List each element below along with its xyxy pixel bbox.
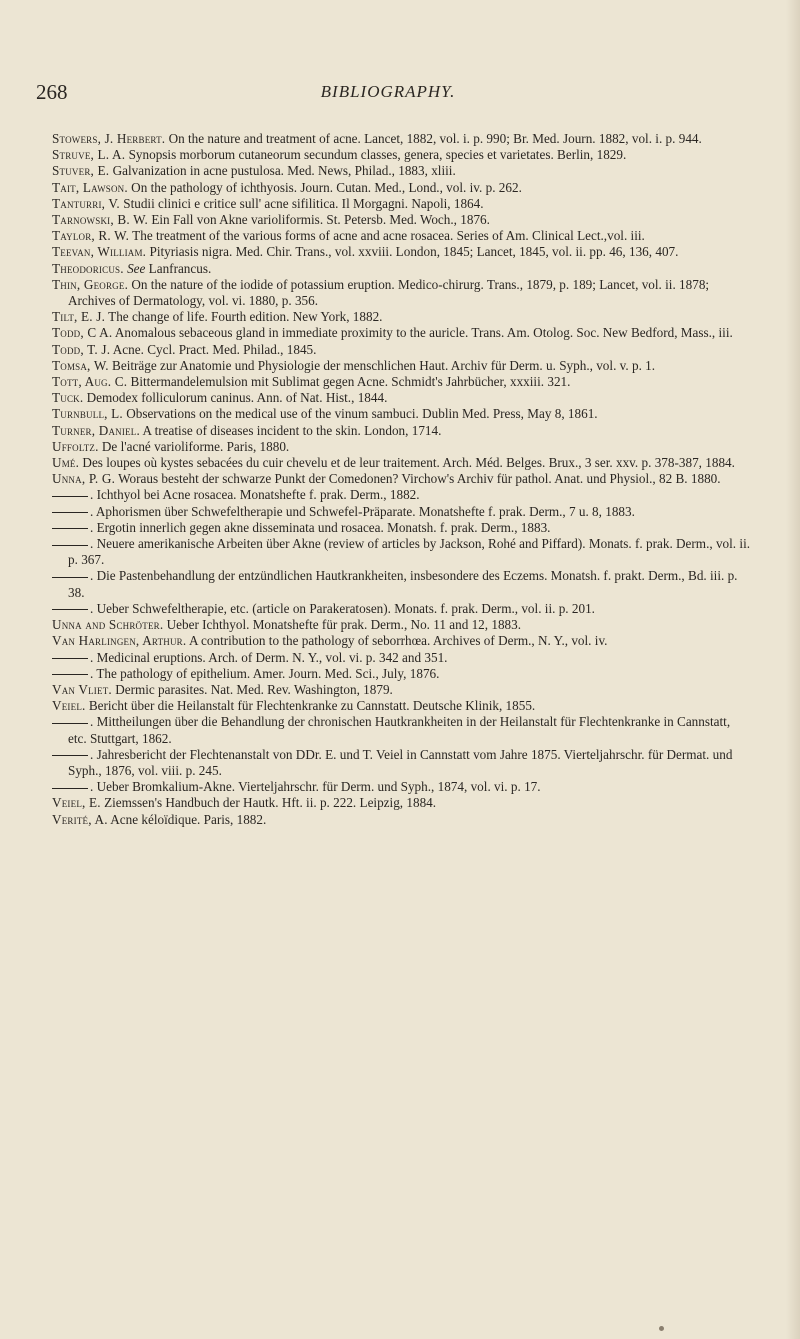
bibliography-entry bbox=[52, 390, 752, 406]
bibliography-entry bbox=[52, 163, 752, 179]
bibliography-entry bbox=[52, 358, 752, 374]
entry-author: Veiel. bbox=[52, 698, 86, 714]
entry-text: . Ueber Schwefeltherapie, etc. (article on Parakeratosen). Monats. f. prak. Derm., vol. ii. p. 201. bbox=[90, 600, 595, 616]
entry-text: . Ergotin innerlich gegen akne disseminata und rosacea. Monatsh. f. prak. Derm., 1883. bbox=[90, 519, 551, 535]
ditto-dash bbox=[52, 528, 88, 529]
page-number: 268 bbox=[36, 80, 68, 104]
bibliography-entry bbox=[52, 471, 752, 487]
entry-text: Beiträge zur Anatomie und Physiologie der menschlichen Haut. Archiv für Derm. u. Syph., vol. v. p. 1. bbox=[108, 357, 656, 373]
entry-author: Van Vliet. bbox=[52, 681, 112, 697]
entry-author: Umé. bbox=[52, 455, 80, 471]
entry-author: Verité, A. bbox=[52, 811, 108, 827]
bibliography-entry bbox=[52, 520, 752, 536]
bibliography-entry bbox=[52, 439, 752, 455]
ditto-dash bbox=[52, 577, 88, 578]
entry-text: Bittermandelemulsion mit Sublimat gegen Acne. Schmidt's Jahrbücher, xxxiii. 321. bbox=[127, 374, 571, 390]
bibliography-entry bbox=[52, 455, 752, 471]
entry-text: The treatment of the various forms of acne and acne rosacea. Series of Am. Clinical Lect.,vol. iii. bbox=[129, 228, 645, 244]
bibliography-entry bbox=[52, 536, 752, 568]
entry-author: Unna, P. G. bbox=[52, 471, 116, 487]
ditto-dash bbox=[52, 723, 88, 724]
entry-author: Tait, Lawson. bbox=[52, 179, 128, 195]
bibliography-entry bbox=[52, 228, 752, 244]
bibliography-entry bbox=[52, 504, 752, 520]
ditto-dash bbox=[52, 609, 88, 610]
entry-text: . Neuere amerikanische Arbeiten über Akne (review of articles by Jackson, Rohé and Piffard). Monats. f. prak. Derm., vol. ii. p. 367. bbox=[68, 536, 751, 568]
ditto-dash bbox=[52, 755, 88, 756]
entry-text: Anomalous sebaceous gland in immediate proximity to the auricle. Trans. Am. Otolog. Soc. New Bedford, Mass., iii. bbox=[112, 325, 733, 341]
bibliography-entry bbox=[52, 406, 752, 422]
entry-text: Pityriasis nigra. Med. Chir. Trans., vol. xxviii. London, 1845; Lancet, 1845, vol. ii. pp. 46, 136, 407. bbox=[146, 244, 679, 260]
entry-text: . Medicinal eruptions. Arch. of Derm. N. Y., vol. vi. p. 342 and 351. bbox=[90, 649, 448, 665]
entry-text: Acne kéloïdique. Paris, 1882. bbox=[107, 811, 267, 827]
entry-text: Observations on the medical use of the vinum sambuci. Dublin Med. Press, May 8, 1861. bbox=[122, 406, 598, 422]
entry-text: . The pathology of epithelium. Amer. Journ. Med. Sci., July, 1876. bbox=[90, 665, 440, 681]
entry-author: Struve, L. A. bbox=[52, 147, 126, 163]
bibliography-entry bbox=[52, 261, 752, 277]
entry-text: Galvanization in acne pustulosa. Med. News, Philad., 1883, xliii. bbox=[109, 163, 456, 179]
bibliography-entry bbox=[52, 277, 752, 309]
entry-text: Ein Fall von Akne varioliformis. St. Petersb. Med. Woch., 1876. bbox=[148, 212, 490, 228]
entry-text: . Mittheilungen über die Behandlung der chronischen Hautkrankheiten in der Heilanstalt für Flechtenkranke in Cannstatt, etc. Stuttgart, 1862. bbox=[68, 714, 731, 746]
ditto-dash bbox=[52, 496, 88, 497]
bibliography-entry bbox=[52, 682, 752, 698]
entry-text: Bericht über die Heilanstalt für Flechtenkranke zu Cannstatt. Deutsche Klinik, 1855. bbox=[85, 698, 536, 714]
ditto-dash bbox=[52, 788, 88, 789]
bibliography-entry bbox=[52, 812, 752, 828]
entry-text: . Aphorismen über Schwefeltherapie und Schwefel-Präparate. Monatshefte f. prak. Derm., 7 u. 8, 1883. bbox=[90, 503, 635, 519]
entry-author: Tuck. bbox=[52, 390, 84, 406]
bibliography-entry bbox=[52, 568, 752, 600]
entry-author: Tarnowski, B. W. bbox=[52, 212, 149, 228]
entry-author: Tilt, E. J. bbox=[52, 309, 106, 325]
bibliography-entry bbox=[52, 747, 752, 779]
running-title: BIBLIOGRAPHY. bbox=[320, 82, 456, 101]
entry-text: A contribution to the pathology of seborrhœa. Archives of Derm., N. Y., vol. iv. bbox=[186, 633, 608, 649]
entry-author: Stowers, J. Herbert. bbox=[52, 131, 166, 146]
entry-author: Tomsa, W. bbox=[52, 357, 109, 373]
entry-text: Studii clinici e critice sull' acne sifilitica. Il Morgagni. Napoli, 1864. bbox=[119, 195, 484, 211]
entry-text: A treatise of diseases incident to the skin. London, 1714. bbox=[139, 422, 442, 438]
entry-text: . Jahresbericht der Flechtenanstalt von DDr. E. und T. Veiel in Cannstatt vom Jahre 1875. Vierteljahrschr. für Dermat. und Syph., 1876, vol. viii. p. 245. bbox=[68, 746, 733, 778]
bibliography-entry bbox=[52, 342, 752, 358]
bibliography-entry bbox=[52, 180, 752, 196]
bibliography-entry bbox=[52, 601, 752, 617]
ditto-dash bbox=[52, 658, 88, 659]
bibliography-entry bbox=[52, 633, 752, 649]
bibliography-entry bbox=[52, 325, 752, 341]
bibliography-entry bbox=[52, 666, 752, 682]
entry-text: De l'acné varioliforme. Paris, 1880. bbox=[98, 438, 290, 454]
entry-text: The change of life. Fourth edition. New York, 1882. bbox=[105, 309, 383, 325]
bibliography-entry bbox=[52, 131, 752, 147]
entry-text: Woraus besteht der schwarze Punkt der Comedonen? Virchow's Archiv für pathol. Anat. und Physiol., 82 B. 1880. bbox=[115, 471, 721, 487]
entry-text: . Die Pastenbehandlung der entzündlichen Hautkrankheiten, insbesondere des Eczems. Monatsh. f. prakt. Derm., Bd. iii. p. 38. bbox=[68, 568, 738, 600]
entry-author: Todd, C A. bbox=[52, 325, 113, 341]
page-header bbox=[36, 80, 740, 110]
bibliography-entry bbox=[52, 244, 752, 260]
entry-text: . Ichthyol bei Acne rosacea. Monatshefte f. prak. Derm., 1882. bbox=[90, 487, 420, 503]
entry-author: Tanturri, V. bbox=[52, 195, 120, 211]
entry-author: Todd, T. J. bbox=[52, 341, 111, 357]
entry-text: On the pathology of ichthyosis. Journ. Cutan. Med., Lond., vol. iv. p. 262. bbox=[127, 179, 522, 195]
entry-author: Thin, George. bbox=[52, 276, 129, 292]
bibliography-entry bbox=[52, 779, 752, 795]
entry-author: Tott, Aug. C. bbox=[52, 374, 128, 390]
entry-author: Turnbull, L. bbox=[52, 406, 123, 422]
entry-text: Acne. Cycl. Pract. Med. Philad., 1845. bbox=[110, 341, 317, 357]
entry-text: Lanfrancus. bbox=[145, 260, 212, 276]
ditto-dash bbox=[52, 512, 88, 513]
entry-text: Demodex folliculorum caninus. Ann. of Nat. Hist., 1844. bbox=[83, 390, 388, 406]
bibliography-entry bbox=[52, 423, 752, 439]
bibliography-entry bbox=[52, 196, 752, 212]
bibliography-entry bbox=[52, 374, 752, 390]
entry-author: Taylor, R. W. bbox=[52, 228, 130, 244]
entry-text: Synopsis morborum cutaneorum secundum classes, genera, species et varietates. Berlin, 1829. bbox=[125, 147, 627, 163]
entry-author: Stuver, E. bbox=[52, 163, 110, 179]
ditto-dash bbox=[52, 674, 88, 675]
entry-see-reference: See bbox=[123, 260, 146, 276]
entry-text: Ueber Ichthyol. Monatshefte für prak. Derm., No. 11 and 12, 1883. bbox=[163, 617, 522, 633]
entry-text: Dermic parasites. Nat. Med. Rev. Washington, 1879. bbox=[111, 681, 393, 697]
entry-author: Turner, Daniel. bbox=[52, 422, 140, 438]
page-edge-shadow bbox=[786, 0, 800, 1339]
ink-speck bbox=[659, 1326, 664, 1331]
entry-author: Veiel, E. bbox=[52, 795, 101, 811]
entry-author: Uffoltz. bbox=[52, 438, 99, 454]
bibliography-entry bbox=[52, 617, 752, 633]
bibliography-entry bbox=[52, 714, 752, 746]
ditto-dash bbox=[52, 545, 88, 546]
entry-text: Des loupes où kystes sebacées du cuir chevelu et de leur traitement. Arch. Méd. Belges. Brux., 3 ser. xxv. p. 378-387, 1884. bbox=[79, 455, 735, 471]
entry-text: On the nature of the iodide of potassium eruption. Medico-chirurg. Trans., 1879, p. 189; Lancet, vol. ii. 1878; Archives of Dermatology, vol. vi. 1880, p. 356. bbox=[68, 276, 710, 309]
entry-text: Ziemssen's Handbuch der Hautk. Hft. ii. p. 222. Leipzig, 1884. bbox=[100, 795, 437, 811]
entry-text: On the nature and treatment of acne. Lancet, 1882, vol. i. p. 990; Br. Med. Journ. 1882, vol. i. p. 944. bbox=[165, 131, 702, 146]
bibliography-entry bbox=[52, 698, 752, 714]
entry-author: Theodoricus. bbox=[52, 260, 124, 276]
bibliography-entry bbox=[52, 650, 752, 666]
bibliography-entry bbox=[52, 147, 752, 163]
entry-text: . Ueber Bromkalium-Akne. Vierteljahrschr. für Derm. und Syph., 1874, vol. vi. p. 17. bbox=[90, 779, 541, 795]
entry-author: Van Harlingen, Arthur. bbox=[52, 633, 187, 649]
bibliography-entry bbox=[52, 487, 752, 503]
bibliography-list bbox=[52, 131, 752, 828]
entry-author: Teevan, William. bbox=[52, 244, 147, 260]
bibliography-entry bbox=[52, 309, 752, 325]
bibliography-entry bbox=[52, 795, 752, 811]
entry-author: Unna and Schröter. bbox=[52, 617, 164, 633]
bibliography-entry bbox=[52, 212, 752, 228]
